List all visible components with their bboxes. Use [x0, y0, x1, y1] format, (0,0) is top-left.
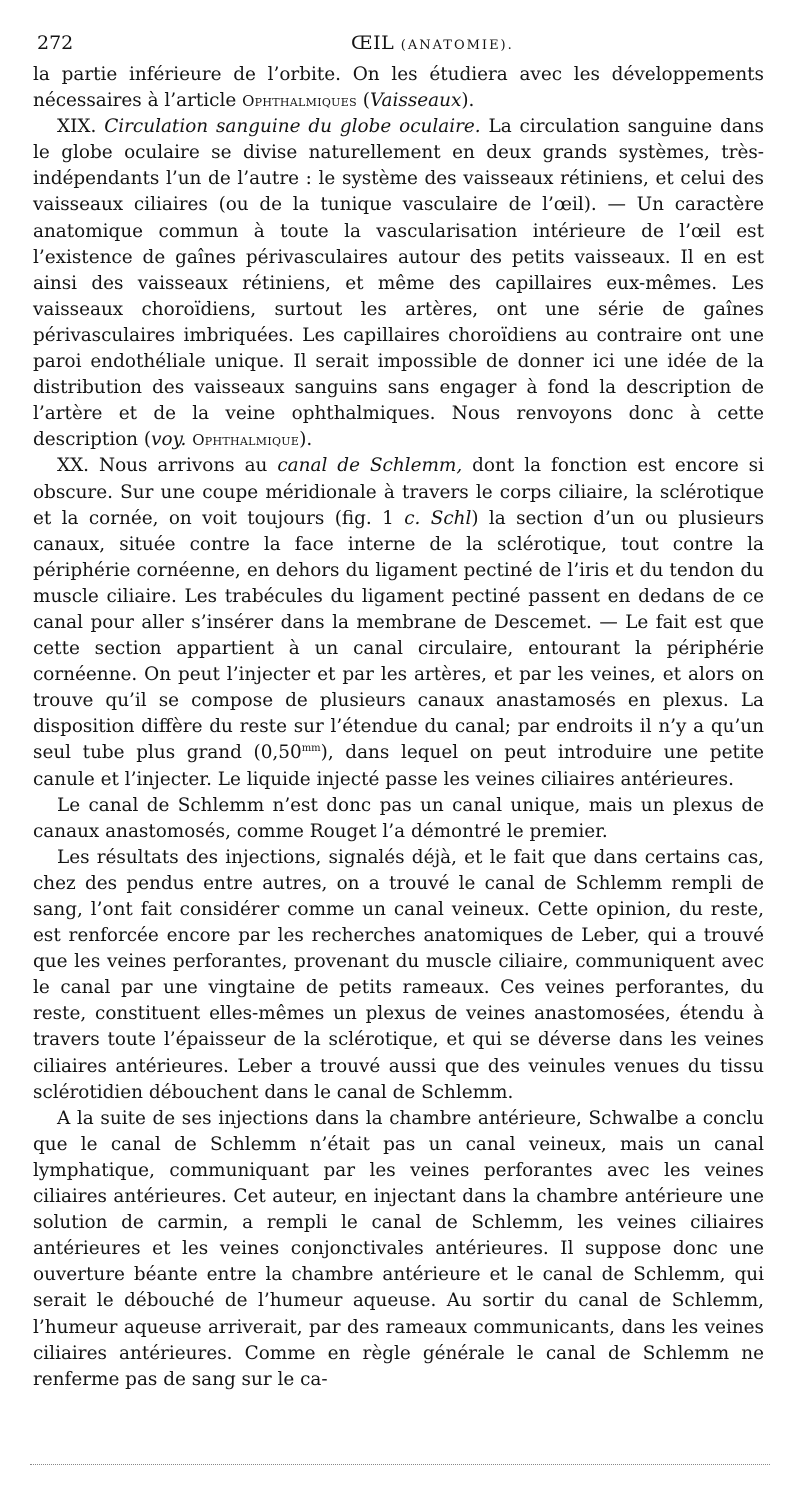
text-run: ) la section d’un ou plusieurs canaux, située contre la face interne de la sclérotique, tout contre la périphérie cornéenne, en dehors du ligament pectiné de l’iris et du tendon du muscle ciliaire. Les trabécules du ligament pectiné passent en dedans de ce canal pour aller s’insérer dans la membrane de Descemet. — Le fait est que cette section appartient à un canal circulaire, entourant la périphérie cornéenne. On peut l’injecter et par les artères, et par les veines, et alors on trouve qu’il se compose de plusieurs canaux anastamosés en plexus. La disposition diffère du reste sur l’étendue du canal; par endroits il n’y a qu’un seul tube plus grand (0,50 — [33, 507, 765, 764]
paragraph — [33, 1106, 764, 1393]
italic-text: c. Schl — [404, 507, 472, 529]
page-header — [33, 30, 764, 62]
running-title — [351, 32, 514, 54]
page-number: 272 — [37, 32, 74, 54]
text-run: ( — [356, 90, 370, 112]
text-run: XX. Nous arrivons au — [57, 455, 278, 477]
text-run: ). — [461, 90, 475, 112]
paragraph — [33, 793, 764, 845]
running-title-sub: (ANATOMIE). — [400, 38, 514, 53]
text-run: ). — [299, 429, 313, 451]
paragraph — [33, 62, 764, 114]
italic-text: Vaisseaux — [369, 90, 462, 112]
paragraph — [33, 453, 764, 792]
text-run: ), dans lequel on peut introduire une petite canule et l’injecter. Le liquide injecté passe les veines ciliaires antérieures. — [33, 742, 765, 790]
paragraph — [33, 845, 764, 1106]
small-caps-text: Ophthalmiques — [242, 92, 357, 111]
running-title-main: ŒIL — [351, 32, 395, 54]
italic-text: Circulation sanguine du globe oculaire. — [104, 116, 481, 138]
italic-text: voy. — [151, 429, 187, 451]
text-run: La circulation sanguine dans le globe oculaire se divise naturellement en deux grands systèmes, très-indépendants l’un de l’autre : le système des vaisseaux rétiniens, et celui des vaisseaux ciliaires (ou de la tunique vasculaire de l’œil). — Un caractère anatomique commun à toute la vascularisation intérieure de l’œil est l’existence de gaînes périvasculaires autour des petits vaisseaux. Il en est ainsi des vaisseaux rétiniens, et même des capillaires eux-mêmes. Les vaisseaux choroïdiens, surtout les artères, ont une série de gaînes périvasculaires imbriquées. Les capillaires choroïdiens au contraire ont une paroi endothéliale unique. Il serait impossible de donner ici une idée de la distribution des vaisseaux sanguins sans engager à fond la description de l’artère et de la veine ophthalmiques. Nous renvoyons donc à cette description ( — [33, 116, 764, 451]
text-run: XIX. — [57, 116, 105, 138]
footer-rule — [30, 1464, 770, 1466]
text-run: la partie inférieure de l’orbite. On les étudiera avec les développements nécessaires à l’article — [33, 64, 764, 112]
paragraph — [33, 114, 764, 453]
text-run: A la suite de ses injections dans la chambre antérieure, Schwalbe a conclu que le canal de Schlemm n’était pas un canal veineux, mais un canal lymphatique, communiquant par les veines perforantes avec les veines ciliaires antérieures. Cet auteur, en injectant dans la chambre antérieure une solution de carmin, a rempli le canal de Schlemm, les veines ciliaires antérieures et les veines conjonctivales antérieures. Il suppose donc une ouverture béante entre la chambre antérieure et le canal de Schlemm, qui serait le débouché de l’humeur aqueuse. Au sortir du canal de Schlemm, l’humeur aqueuse arriverait, par des rameaux communicants, dans les veines ciliaires antérieures. Comme en règle générale le canal de Schlemm ne renferme pas de sang sur le ca- — [33, 1107, 764, 1390]
text-run: Les résultats des injections, signalés déjà, et le fait que dans certains cas, chez des pendus entre autres, on a trouvé le canal de Schlemm rempli de sang, l’ont fait considérer comme un canal veineux. Cette opinion, du reste, est renforcée encore par les recherches anatomiques de Leber, qui a trouvé que les veines perforantes, provenant du muscle ciliaire, communiquent avec le canal par une vingtaine de petits rameaux. Ces veines perforantes, du reste, constituent elles-mêmes un plexus de veines anastomosées, étendu à travers toute l’épaisseur de la sclérotique, et qui se déverse dans les veines ciliaires antérieures. Leber a trouvé aussi que des veinules venues du tissu sclérotidien débouchent dans le canal de Schlemm. — [33, 846, 764, 1103]
text-run: dont la fonction est encore si obscure. Sur une coupe méridionale à travers le corps ciliaire, la sclérotique et la cornée, on voit toujours (fig. 1 — [33, 455, 764, 529]
body-text — [33, 62, 764, 1393]
italic-text: canal de Schlemm, — [277, 455, 463, 477]
text-run: Le canal de Schlemm n’est donc pas un canal unique, mais un plexus de canaux anastomosés, comme Rouget l’a démontré le premier. — [33, 794, 764, 842]
superscript-text: mm — [301, 743, 321, 755]
small-caps-text: Ophthalmique — [192, 431, 300, 450]
